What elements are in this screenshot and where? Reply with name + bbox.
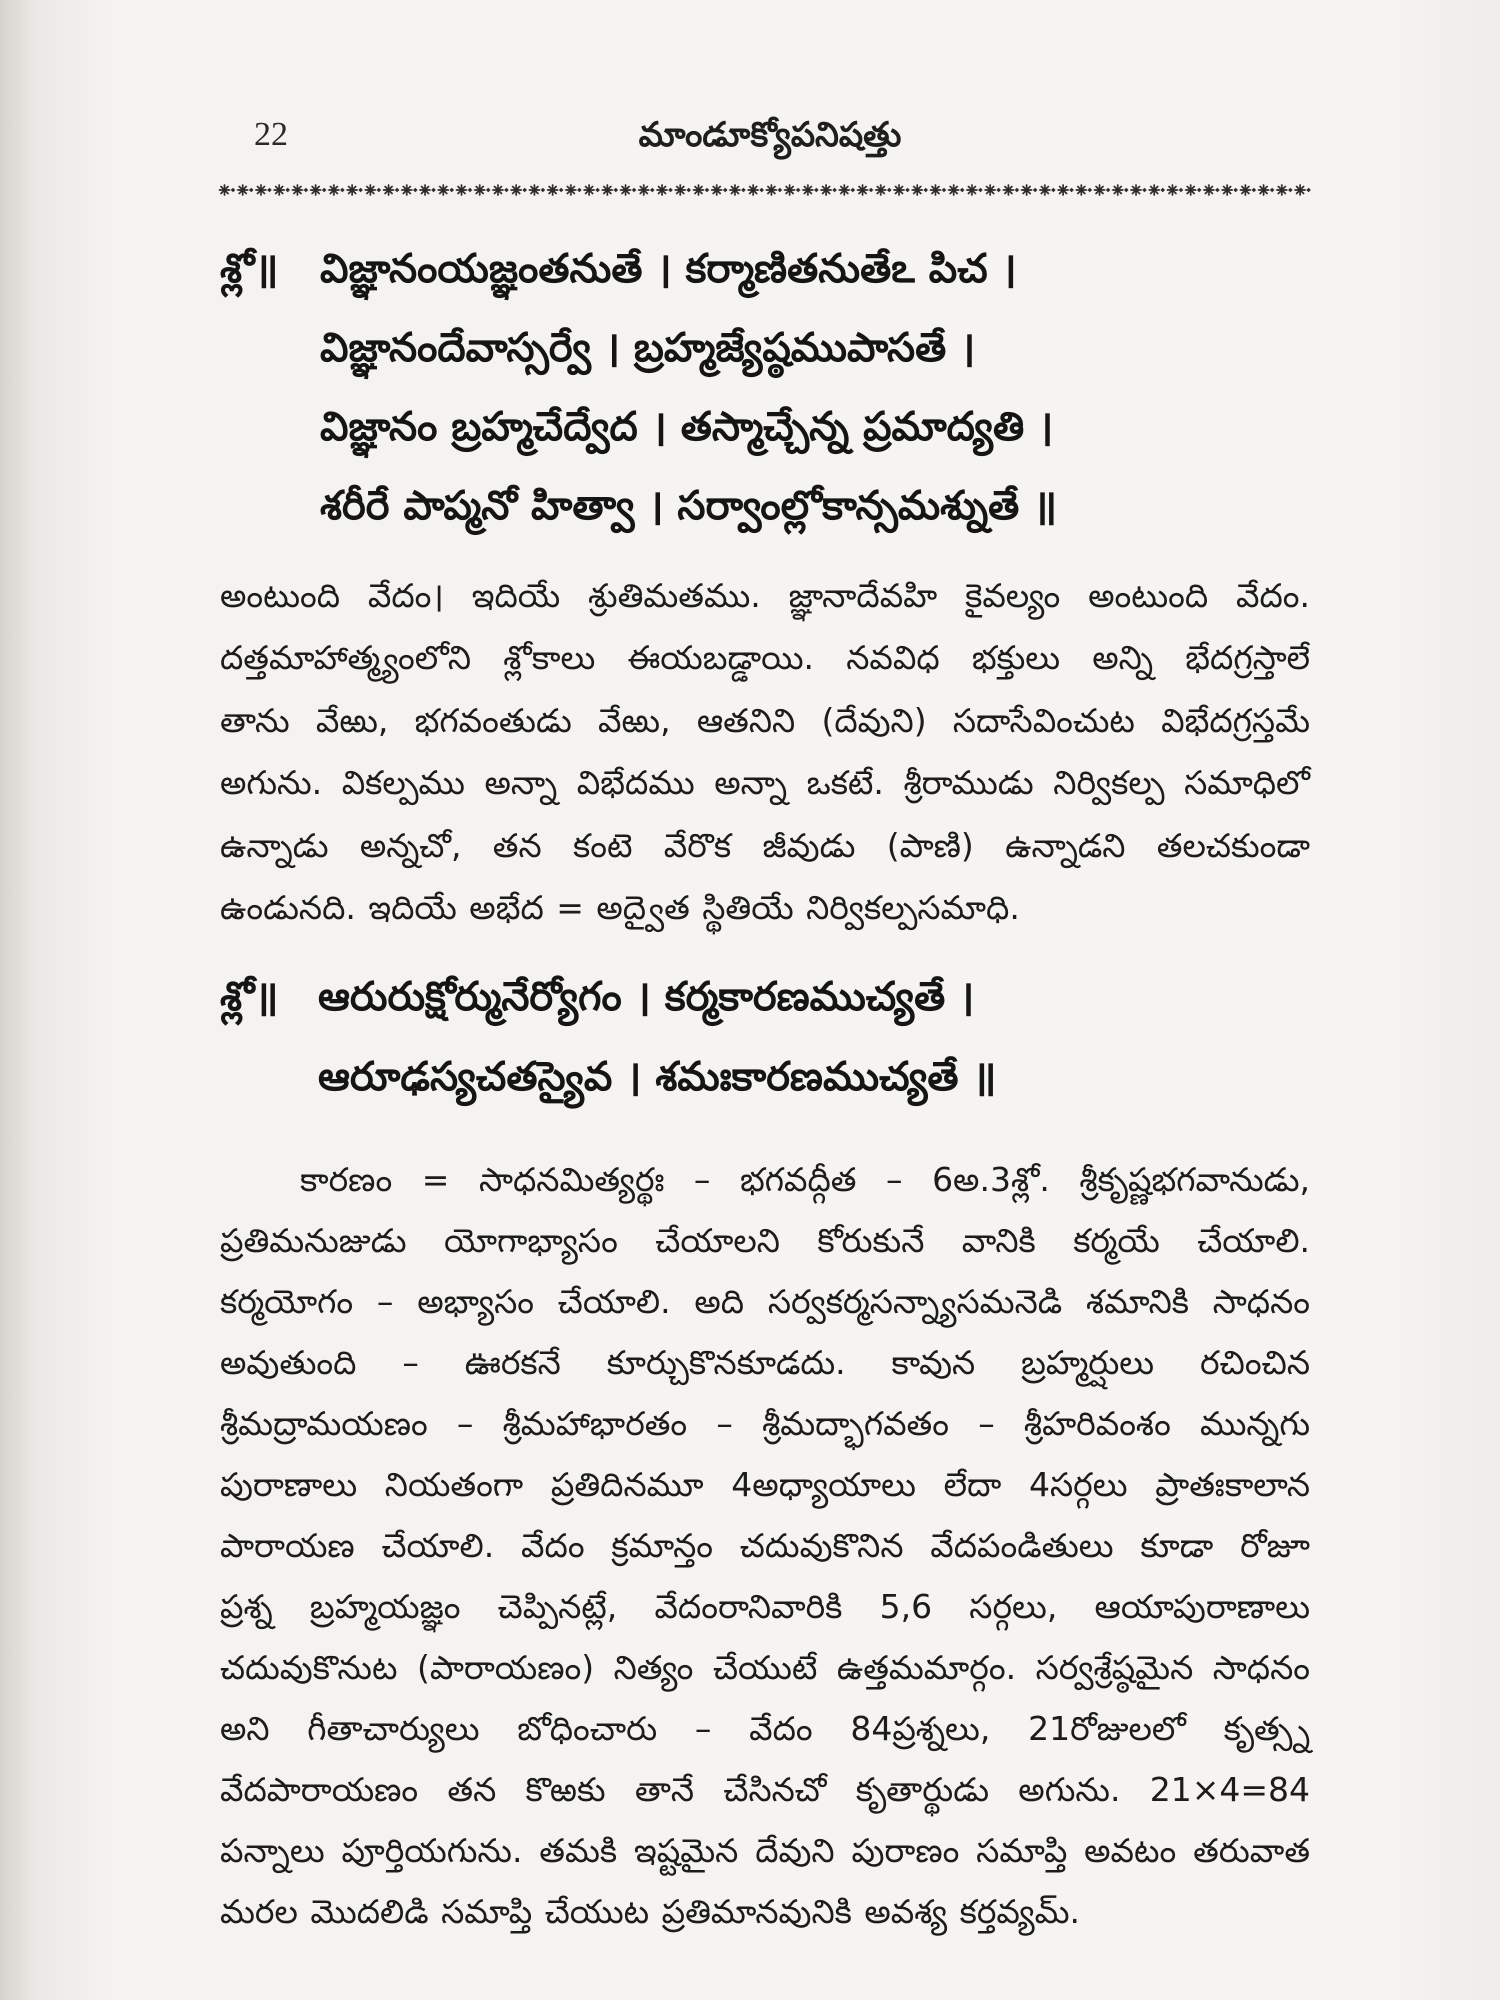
paragraph-line: శ్రీమద్రామయణం – శ్రీమహాభారతం – శ్రీమద్భాగవతం – శ్రీహరివంశం మున్నగు (220, 1404, 1310, 1443)
verse-line: శరీరే పాప్మనో హిత్వా । సర్వాంల్లోకాన్సమశ్నుతే ॥ (320, 483, 1058, 529)
paragraph-line: ఉండునది. ఇదియే అభేద = అద్వైత స్థితియే నిర్వికల్పసమాధి. (220, 888, 1020, 928)
verse-marker: శ్లో॥ (220, 246, 279, 292)
paragraph-line: వేదపారాయణం తన కొఱకు తానే చేసినచో కృతార్థుడు అగును. 21×4=84 (220, 1770, 1310, 1809)
paragraph-line: పన్నాలు పూర్తియగును. తమకి ఇష్టమైన దేవుని పురాణం సమాప్తి అవటం తరువాత (220, 1831, 1310, 1870)
paragraph-line: మరల మొదలిడి సమాప్తి చేయుట ప్రతిమానవునికి అవశ్య కర్తవ్యమ్. (220, 1892, 1081, 1931)
paragraph-line: ప్రశ్న బ్రహ్మయజ్ఞం చెప్పినట్లే, వేదంరానివారికి 5,6 సర్గలు, ఆయాపురాణాలు (220, 1587, 1310, 1626)
paragraph-line: అని గీతాచార్యులు బోధించారు – వేదం 84ప్రశ్నలు, 21రోజులలో కృత్స్న (220, 1709, 1310, 1748)
paragraph-line: పురాణాలు నియతంగా ప్రతిదినమూ 4అధ్యాయాలు లేదా 4సర్గలు ప్రాతఃకాలాన (220, 1465, 1310, 1504)
paragraph-line: అవుతుంది – ఊరకనే కూర్చుకొనకూడదు. కావున బ్రహ్మర్షులు రచించిన (220, 1343, 1310, 1382)
paragraph-1 (220, 565, 1310, 939)
paragraph-line: దత్తమాహాత్మ్యంలోని శ్లోకాలు ఈయబడ్డాయి. నవవిధ భక్తులు అన్ని భేదగ్రస్తాలే (220, 638, 1310, 678)
paragraph-line: అగును. వికల్పము అన్నా విభేదము అన్నా ఒకటే. శ్రీరాముడు నిర్వికల్ప సమాధిలో (220, 763, 1310, 803)
verse-line: విజ్ఞానంయజ్ఞంతనుతే । కర్మాణితనుతేఽ పిచ । (320, 246, 1017, 292)
decorative-star-border (218, 179, 1312, 201)
paragraph-line: చదువుకొనుట (పారాయణం) నిత్యం చేయుటే ఉత్తమమార్గం. సర్వశ్రేష్ఠమైన సాధనం (220, 1648, 1310, 1687)
verse-1 (220, 230, 1310, 546)
paragraph-line: కారణం = సాధనమిత్యర్థః – భగవద్గీత – 6అ.3శ్లో. శ్రీకృష్ణభగవానుడు, (300, 1160, 1310, 1199)
verse-line: విజ్ఞానం బ్రహ్మచేద్వేద । తస్మాచ్చేన్న ప్రమాద్యతి । (320, 404, 1054, 450)
page-number: 22 (254, 116, 288, 153)
paragraph-line: ప్రతిమనుజుడు యోగాభ్యాసం చేయాలని కోరుకునే వానికి కర్మయే చేయాలి. (220, 1221, 1310, 1260)
paragraph-line: పారాయణ చేయాలి. వేదం క్రమాన్తం చదువుకొనిన వేదపండితులు కూడా రోజూ (220, 1526, 1310, 1565)
page-title: మాండూక్యోపనిషత్తు (638, 115, 902, 155)
verse-line: విజ్ఞానందేవాస్సర్వే । బ్రహ్మజ్యేష్ఠముపాసతే । (320, 325, 976, 371)
verse-line: ఆరురుక్షోర్మునేర్యోగం । కర్మకారణముచ్యతే । (318, 974, 975, 1020)
paragraph-line: అంటుంది వేదం। ఇదియే శ్రుతిమతము. జ్ఞానాదేవహి కైవల్యం అంటుంది వేదం. (220, 576, 1310, 615)
paragraph-line: కర్మయోగం – అభ్యాసం చేయాలి. అది సర్వకర్మసన్న్యాసమనెడి శమానికి సాధనం (220, 1282, 1310, 1321)
verse-2 (220, 957, 1310, 1117)
paragraph-line: ఉన్నాడు అన్నచో, తన కంటె వేరొక జీవుడు (పాణి) ఉన్నాడని తలచకుండా (220, 825, 1310, 865)
paragraph-2 (220, 1149, 1310, 1942)
verse-line: ఆరూఢస్యచతస్యైవ । శమఃకారణముచ్యతే ॥ (318, 1054, 997, 1100)
verse-marker: శ్లో॥ (220, 974, 279, 1020)
paragraph-line: తాను వేఱు, భగవంతుడు వేఱు, ఆతనిని (దేవుని) సదాసేవించుట విభేదగ్రస్తమే (220, 700, 1310, 740)
